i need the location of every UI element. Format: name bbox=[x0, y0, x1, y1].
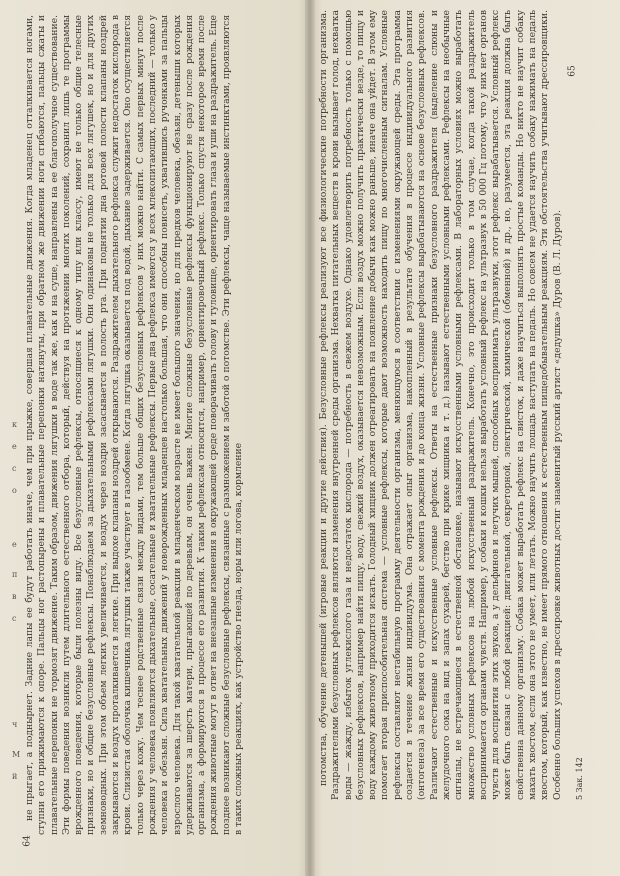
margin-note: в bbox=[12, 592, 17, 601]
margin-note: е bbox=[12, 540, 17, 549]
left-page bbox=[24, 15, 296, 835]
margin-note: о bbox=[12, 486, 17, 495]
book-gutter bbox=[305, 0, 315, 876]
right-page-body bbox=[318, 10, 590, 800]
margin-note: с bbox=[12, 614, 17, 623]
margin-note: п bbox=[12, 570, 18, 579]
margin-note: М bbox=[12, 750, 21, 759]
left-page-body bbox=[24, 15, 296, 835]
margin-note: е bbox=[12, 442, 17, 451]
margin-notes bbox=[12, 420, 22, 800]
printer-signature: 5 Зак. 142 bbox=[575, 757, 584, 800]
right-page bbox=[318, 10, 590, 800]
margin-note: ч bbox=[12, 720, 18, 729]
margin-note: й bbox=[12, 772, 18, 781]
left-page-number: 64 bbox=[22, 835, 33, 847]
margin-note: к bbox=[12, 420, 17, 429]
right-page-text: потомства, обучение детенышей (игровые реакции и другие действия). Безусловные рефлексы реализуют все физиологические потребности организма. Раздражителями безусловных рефлексов являются изменения внутренней среды организма. Нехватка питательных веществ в крови вызывает голод, нехватка воды — жажду, избыток углекислого газа и недостаток кислорода — потребность в свежем воздухе. Однако удовлетворить потребность только с помощью безусловных рефлексов, например найти пищу, воду, свежий воздух, оказывается невозможным. Если воздух можно получить практически везде, то пищу и воду каждому животному приходится искать. Голодный хищник должен отреагировать на появление добычи как можно раньше, иначе она уйдет. В этом ему помогает вторая приспособительная система — условные рефлексы, которые дают возможность находить пищу по многочисленным сигналам. Условные рефлексы составляют нестабильную программу деятельности организма, меняющуюся в соответствии с изменениями окружающей среды. Эта программа создается в течение жизни индивидуума. Она отражает опыт организма, накопленный в результате обучения в процессе индивидуального развития (онтогенеза) за все время его существования с момента рождения и до конца жизни. Условные рефлексы вырабатываются на основе безусловных рефлексов. Различают естественные и искусственные условные рефлексы. Ответы на естественные признаки безусловного раздражителя (выделение слюны и желудочного сока на вид и запах сухарей, бегство при крике хищника и т. д.) называют естественными условными рефлексами. Рефлексы на необычные сигналы, не встречающиеся в естественной обстановке, называют искусственными условными рефлексами. В лабораторных условиях можно выработать множество условных рефлексов на любой искусственный раздражитель. Конечно, это происходит только в том случае, когда такой раздражитель воспринимается органами чувств. Например, у собаки и кошки нельзя выработать условный рефлекс на ультразвук в 50 000 Гц потому, что у них нет органов чувств для восприятия этих звуков, а у дельфинов и летучих мышей, способных воспринимать ультразвуки, этот рефлекс вырабатывается. Условный рефлекс может быть связан с любой реакцией: двигательной, секреторной, электрической, химической (обменной) и др., но, разумеется, эта реакция должна быть свойственна данному организму. Собака может выработать рефлекс на свисток, и даже научиться выполнять простые команды. Но никто не научит собаку махать хвостом, если она этого не умеет, или летать. Можно научить лошадь наступать на педаль. Но совсем не удается научить собаку нажимать на педаль хвостом, который, как известно, не имеет прямого отношения к естественным пищедобывательным реакциям. Эти обстоятельства учитывают дрессировщики. Особенно больших успехов в дрессировке животных достиг знаменитый русский артист «дедушка» Дуров (В. Л. Дуров). bbox=[318, 10, 563, 800]
margin-note: с bbox=[12, 464, 17, 473]
left-page-text: не прыгает, а поднырнет. Задние лапы ее будут работать иначе, чем при прыжке, совершая плавательные движения. Когда младенец отталкивается ногами, ступни его прижимаются к опоре. Пальцы ног растопырены и плавательные перепонки натянуты, при обратном же движении ноги сгибаются, пальцы сжаты и плавательные перепонки не тормозят движение. Таким образом, движения лягушки в воде так же, как и на суше, направлены на ее благополучное существование. Эти формы поведения возникли путем длительного естественного отбора, который, действуя на протяжении многих поколений, сохранил лишь те программы врожденного поведения, которые были полезны виду. Все безусловные рефлексы, относящиеся к одному типу или классу, имеют не только общие телесные признаки, но и общие безусловные рефлексы. Понаблюдаем за дыхательными рефлексами лягушки. Они одинаковы не только для всех лягушек, но и для других земноводных. При этом объем легких увеличивается, и воздух через ноздри засасывается в полость рта. При поднятии дна ротовой полости клапаны ноздрей закрываются и воздух проталкивается в легкие. При выдохе клапаны ноздрей открываются. Раздражителем дыхательного рефлекса служит недостаток кислорода в крови. Слизистая оболочка кишечника лягушки также участвует в газообмене. Когда лягушка оказывается под водой, дыхание задерживается. Оно осуществляется только через кожу. Чем теснее родственные связи между видами, тем больше общих безусловных рефлексов у них можно найти. С самых первых минут после рождения у человека появляются дыхательные, сосательные и хватательные рефлексы. Первые два рефлекса имеются у всех млекопитающих, последний — только у человека и обезьян. Сила хватательных движений у новорожденных младенцев настолько большая, что они способны повисеть, ухватившись ручонками за пальцы взрослого человека. Для такой хватательной реакции в младенческом возрасте не имеет большого значения, но для предков человека, обезьян, детеныши которых удерживаются за шерсть матери, прыгающей по деревьям, он очень важен. Многие сложные безусловные рефлексы функционируют не сразу после рождения организма, а формируются в процессе его развития. К таким рефлексам относится, например, ориентировочный рефлекс. Только спустя некоторое время после рождения животные могут в ответ на внезапные изменения в окружающей среде поворачивать голову и туловище, ориентировать глаза и уши на раздражитель. Еще позднее возникают сложные безусловные рефлексы, связанные с размножением и заботой о потомстве. Эти рефлексы, чаще называемые инстинктами, проявляются в таких сложных реакциях, как устройство гнезда, норы или логова, кормление bbox=[24, 15, 245, 835]
right-page-number: 65 bbox=[567, 65, 578, 77]
